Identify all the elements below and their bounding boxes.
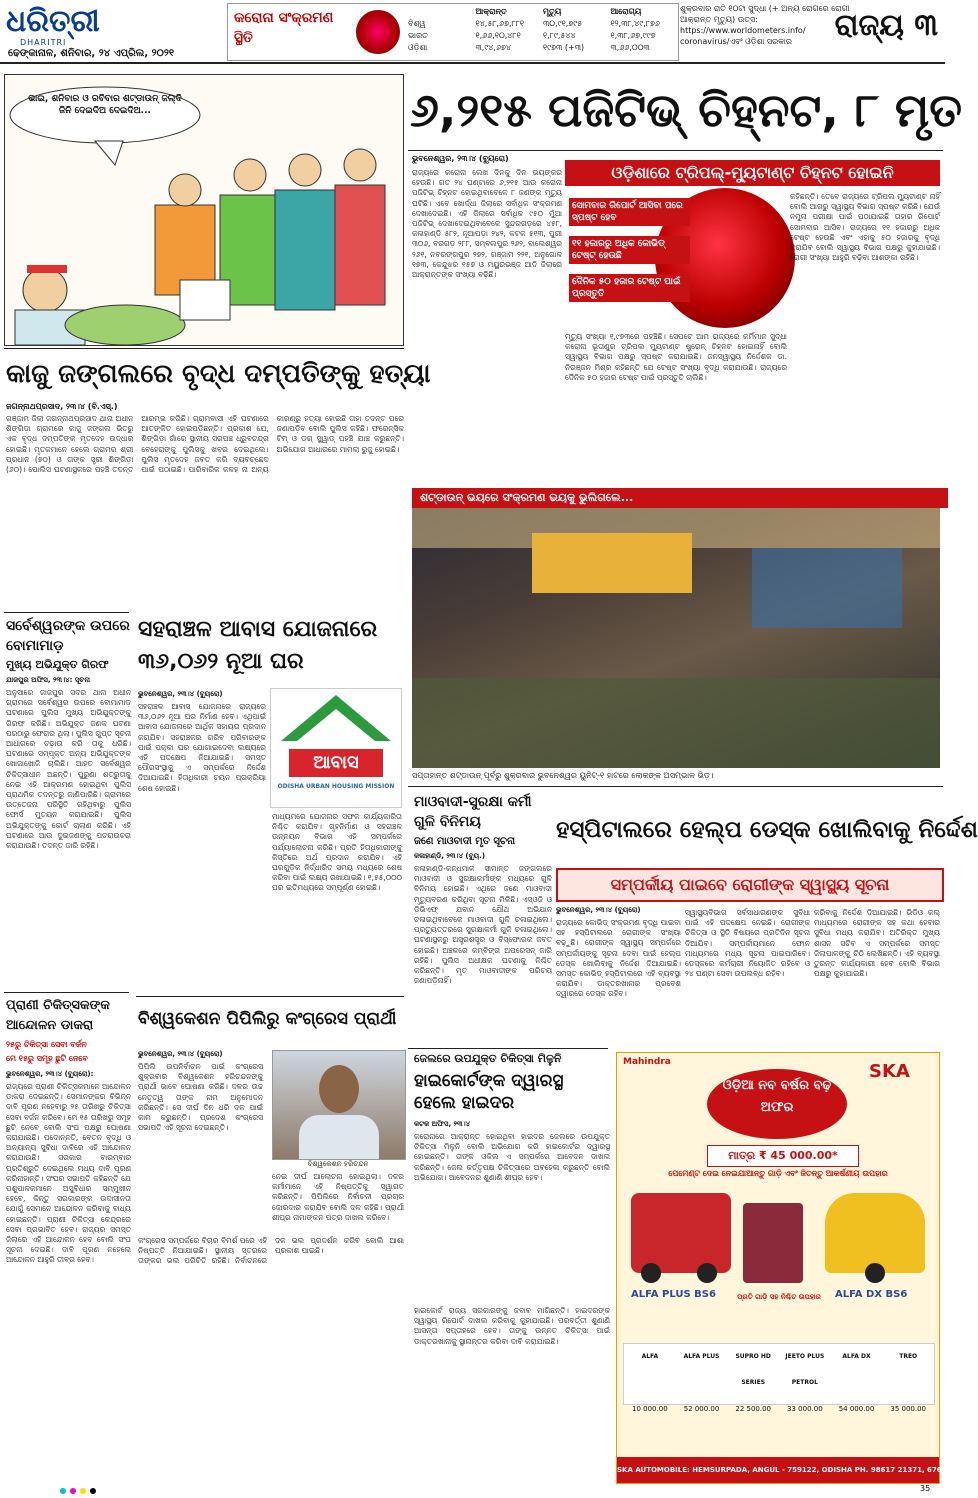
ska-mahindra-advertisement[interactable] bbox=[616, 1052, 978, 1484]
ad-price: ମାତ୍ର ₹ 45 000.00* bbox=[707, 1145, 859, 1167]
lead-headline[interactable]: ୬,୨୧୫ ପଜିଟିଭ୍ ଚିହ୍ନଟ, ୮ ମୃତ bbox=[410, 83, 963, 137]
helpdesk-byline: ଭୁବନେଶ୍ୱର, ୨୩।୪ (ବ୍ୟୁରୋ) bbox=[556, 906, 641, 914]
print-registration-mark bbox=[60, 1488, 66, 1494]
helpdesk-body-col1: ରାଜ୍ୟରେ କୋଭିଡ୍ ସଂକ୍ରମଣ ବୃଦ୍ଧି ପାଇବା ସହ ହସ୍ପିଟାଲରେ ରୋଗୀଙ୍କ ସଂଖ୍ୟା ବଢ଼ୁଛି। ରୋଗୀଙ୍କ ସ୍ୱାସ୍ଥ୍ୟ ସମ୍ପର୍କରେ ସମ୍ପର୍କୀୟଙ୍କୁ ସୂଚନା ଦେବା ପାଇଁ ହେଲ୍ପ ଡେସ୍କ ଖୋଲିବାକୁ ନିର୍ଦ୍ଦେଶ ଦିଆଯାଇଛି। ସମସ୍ତ କୋଭିଡ୍ ହସ୍ପିଟାଲରେ ଏହି ବ୍ୟବସ୍ଥା କରାଯିବ। ଡାକ୍ତରଖାନାର ପ୍ରବେଶ ଦ୍ୱାରରେ ଡେସ୍କ ରହିବ। bbox=[556, 918, 681, 999]
vet-bullet: ମେ ୧୫ରୁ ସମୂହ ଛୁଟି ନେବେ bbox=[6, 1054, 88, 1063]
sarbeswar-headline[interactable]: ସର୍ବେଶ୍ୱରଙ୍କ ଉପରେ ବୋମାମାଡ଼ bbox=[6, 618, 130, 654]
model-price: 22 500.00 bbox=[735, 1405, 771, 1413]
maoist-headline[interactable]: ମାଓବାଦୀ-ସୁରକ୍ଷା କର୍ମୀ ଗୁଳି ବିନିମୟ bbox=[414, 794, 532, 830]
congress-body-col3: କଂଗ୍ରେସ ସମ୍ପର୍କରେ ବିଚାର ବିମର୍ଶ ପରେ ଏହି ନିଷ୍ପତ୍ତି ନିଆଯାଇଛି। ସ୍ଥାନୀୟ ସ୍ତରରେ ତାଙ୍କର ଭଲ ପରିଚିତି ରହିଛି। ନିର୍ବାଚନରେ ଦଳ ଭଲ ପ୍ରଦର୍ଶନ କରିବ ବୋଲି ଆଶା ପ୍ରକାଶ ପାଇଛି। bbox=[138, 1236, 404, 1266]
bullet-item: ୧୧ ହଜାରରୁ ଅଧିକ କୋଭିଡ୍ ଟେଷ୍ଟ୍ ହେଉଛି bbox=[569, 236, 690, 264]
sarbeswar-subhead: ମୁଖ୍ୟ ଅଭିଯୁକ୍ତ ଗିରଫ bbox=[6, 658, 109, 671]
lead-body-col2: ମୃତ୍ୟୁ ସଂଖ୍ୟା ୧,୯୭୩ରେ ପହଞ୍ଚିଛି। ସେପଟେ ଆମ ରାଜ୍ୟରେ କର୍ମିମାନ ସୁଦ୍ଧା କରୋନା ଭୂତାଣୁର ଟ୍ରିପଲ ମ୍ୟୁଟାଣ୍ଟ ଷ୍ଟ୍ରେନ୍ ଚିହ୍ନଟ ହୋଇନାହିଁ ବୋଲି ସ୍ୱାସ୍ଥ୍ୟ ବିଭାଗ ପକ୍ଷରୁ ସ୍ପଷ୍ଟ କରାଯାଇଛି। ଜନସ୍ୱାସ୍ଥ୍ୟ ନିର୍ଦ୍ଦେଶକ ଡା. ନିରଞ୍ଜନ ମିଶ୍ର କହିଛନ୍ତି ଯେ ଟେଷ୍ଟ ସଂଖ୍ୟା ବୃଦ୍ଧି କରାଯାଉଛି। ରାଜ୍ୟରେ ଦୈନିକ ୫୦ ହଜାର ଟେଷ୍ଟ ପାଇଁ ପ୍ରସ୍ତୁତି ଚାଲିଛି। bbox=[565, 332, 787, 382]
maoist-subhead: ଜଣେ ମାଓବାଦୀ ମୃତ ସୂଚନା bbox=[414, 836, 516, 847]
kaju-body: ଗଞ୍ଜାମ ଜିଲା ଜଗନ୍ନାଥପ୍ରସାଦ ଥାନା ଅଧୀନ ଶିଙ୍ଗିଡ଼ା ଗ୍ରାମରେ କାଜୁ ଜଙ୍ଗଲ ଭିତରୁ ଏକ ବୃଦ୍ଧ ଦମ୍ପତିଙ୍କ ମୃତଦେହ ଉଦ୍ଧାର ହୋଇଛି। ମୃତକମାନେ ହେଲେ ଗ୍ରାମର ଶ୍ରୀ ପ୍ରଧାନ (୭୦) ଓ ତାଙ୍କ ସ୍ତ୍ରୀ ଶିଙ୍ଗିଡ଼ା (୬୦)। ପୋଲିସ ଘଟଣାସ୍ଥଳରେ ପହଞ୍ଚି ତଦନ୍ତ ଆରମ୍ଭ କରିଛି। ଗ୍ରାମବାସୀ ଏହି ଘଟଣାରେ ଆତଙ୍କିତ ହୋଇପଡ଼ିଛନ୍ତି। ପ୍ରକାଶ ଯେ, ଶିଙ୍ଗିଡ଼ା ଗାଁରେ ସ୍ଥାନୀୟ ସରପଞ୍ଚ ଧ୍ରୁବଚନ୍ଦ୍ର ବେହେରାଙ୍କୁ ପୁଲିସକୁ ଖବର ଦେଇଥିଲେ। ପୁଲିସ ମୃତଦେହ ଜବତ କରି ବ୍ୟବଚ୍ଛେଦ ପାଇଁ ପଠାଇଛି। ପାରିବାରିକ କଳହ ନା ଅନ୍ୟ କାରଣରୁ ହତ୍ୟା ହୋଇଛି ତାହା ତଦନ୍ତ ପରେ ଜଣାପଡ଼ିବ ବୋଲି ପୁଲିସ କହିଛି। ଫରେନ୍ସିକ ଟିମ୍ ଓ ଡଗ୍ ସ୍କ୍ୱାଡ୍ ପହଞ୍ଚି ଯାଞ୍ଚ କରୁଛନ୍ତି। ଅଭିଯୋଗ ଆଧାରରେ ମାମଲା ରୁଜୁ ହୋଇଛି। bbox=[6, 414, 404, 475]
corona-box-title: କରୋନା ସଂକ୍ରମଣ ସ୍ଥିତି bbox=[234, 10, 334, 46]
maoist-byline: କଳାହାଣ୍ଡି, ୨୩।୪ (ବ୍ୟୁ.) bbox=[414, 852, 486, 860]
print-registration-mark bbox=[80, 1488, 86, 1494]
jail-body-col1: କରୋନାରେ ଆକ୍ରାନ୍ତ ହୋଇଥିବା ହାଇଦର ଜେଲରେ ଉପଯୁକ୍ତ ଚିକିତ୍ସା ମିଳୁନି ବୋଲି ଅଭିଯୋଗ କରି ହାଇକୋର୍ଟର ଦ୍ୱାରସ୍ଥ ହୋଇଛନ୍ତି। ତାଙ୍କ ଓକିଲ ଏ ସମ୍ପର୍କରେ ଆବେଦନ ଦାଖଲ କରିଛନ୍ତି। ଜେଲ କର୍ତ୍ତୃପକ୍ଷ ଚିକିତ୍ସାରେ ଅବହେଳା କରୁଛନ୍ତି ବୋଲି ଅଭିଯୋଗ। ଆବେଦନର ଶୁଣାଣି ଶୀଘ୍ର ହେବ। bbox=[414, 1132, 610, 1182]
candidate-photo-caption: ବିଶ୍ୱକେଶନ ହରିଚନ୍ଦନ bbox=[307, 1160, 369, 1168]
cartoon-speech-bubble: ଭାଇ, ଶନିବାର ଓ ରବିବାର ଶଟ୍‌ଡାଉନ୍ ଜଲ୍‌ଦି ଜିନି ଦେଇଦିଅ ଦେଇଦିଅ... bbox=[28, 94, 182, 116]
sarbeswar-byline: ଯାଜପୁର ଅଫିସ, ୨୩।୪: ସୂଚନା bbox=[6, 676, 91, 684]
shutdown-photo-caption: ସପ୍ତାହାନ୍ତ ଶଟ୍‌ଡାଉନ୍ ପୂର୍ବରୁ ଶୁକ୍ରବାର ଭୁବନେଶ୍ୱର ୟୁନିଟ୍-୧ ହାଟରେ ଲୋକଙ୍କ ଅସମ୍ଭାଳ ଭିଡ଼। bbox=[412, 771, 714, 780]
awas-body-col2: ମାଧ୍ୟମରେ ଯୋଜନାର ସଫଳ କାର୍ଯ୍ୟକାରିତା ନିଶ୍ଚିତ କରାଯିବ। ଗୃହନିର୍ମାଣ ଓ ସହରାଞ୍ଚଳ ଉନ୍ନୟନ ବିଭାଗ ଏହି ସମ୍ପର୍କରେ ପର୍ଯ୍ୟାଲୋଚନା କରିଛି। ପ୍ରତି ହିତାଧିକାରୀଙ୍କୁ କିସ୍ତିରେ ଅର୍ଥ ପ୍ରଦାନ କରାଯିବ। ଏହି ଘରଗୁଡ଼ିକ ନିର୍ଦ୍ଧାରିତ ସମୟ ମଧ୍ୟରେ ଶେଷ କରିବା ପାଇଁ ଲକ୍ଷ୍ୟ ରଖାଯାଇଛି। ୧,୫୫,୦୦୦ ଘର ଇତିମଧ୍ୟରେ ସମ୍ପୂର୍ଣ୍ଣ ହୋଇଛି। bbox=[272, 812, 402, 893]
lead-subhead: ଓଡ଼ିଶାରେ ଟ୍ରିପଲ୍-ମ୍ୟୁଟାଣ୍ଟ ଚିହ୍ନଟ ହୋଇନି bbox=[565, 160, 940, 186]
kaju-headline[interactable]: କାଜୁ ଜଙ୍ଗଲରେ ବୃଦ୍ଧ ଦମ୍ପତିଙ୍କୁ ହତ୍ୟା bbox=[6, 359, 431, 389]
page-number: 35 bbox=[920, 1484, 931, 1493]
vet-byline: ଭୁବନେଶ୍ୱର, ୨୩।୪ (ବ୍ୟୁରୋ): bbox=[6, 1070, 94, 1078]
divider bbox=[4, 612, 129, 613]
corona-source-note: ଶୁକ୍ରବାର ରାତି ୧୦ଟା ସୁଦ୍ଧା (+ ଅନ୍ୟ ରୋଗରେ ରୋଗୀ ଆକ୍ରାନ୍ତ ମୃତ୍ୟୁ) ଉତ୍ସ: https://www.worldometers.info/ coronavirus/ଏବଂ ଓଡ଼ିଶା ସରକାର bbox=[680, 4, 850, 46]
model-name: ALFA DX bbox=[842, 1353, 871, 1360]
divider bbox=[4, 348, 404, 349]
divider bbox=[408, 150, 943, 151]
jail-kicker: ଜେଲରେ ଉପଯୁକ୍ତ ଚିକିତ୍ସା ମିଳୁନି bbox=[414, 1052, 562, 1065]
corona-table-row: ଓଡ଼ିଶା ୩,୯୪,୬୭୪ ୧୯୭୩ (+୩) ୩,୬୬,୦୦୩ bbox=[408, 43, 650, 52]
lead-body-col3: କହିଛନ୍ତି। ତେବେ ରାଜ୍ୟରେ ଟ୍ରିପଲ ମ୍ୟୁଟାଣ୍ଟ ନାହିଁ ବୋଲି ଆଗରୁ ସ୍ୱାସ୍ଥ୍ୟ ବିଭାଗ ସ୍ପଷ୍ଟ କରିଛି। ଯେଉଁ ନମୁନା ପରୀକ୍ଷା ପାଇଁ ପଠାଯାଇଛି ତାହାର ରିପୋର୍ଟ ସୋମବାର ଆସିବ। ରାଜ୍ୟରେ ୧୧ ହଜାରରୁ ଅଧିକ ଟେଷ୍ଟ ହେଉଛି ଏବଂ ଏହାକୁ ୫୦ ହଜାରକୁ ବୃଦ୍ଧି କରାଯିବ ବୋଲି ସ୍ୱାସ୍ଥ୍ୟ ବିଭାଗ ପକ୍ଷରୁ କୁହାଯାଇଛି। ରୋଗୀ ସଂଖ୍ୟା ଆହୁରି ବଢ଼ିବା ଆଶଙ୍କା ରହିଛି। bbox=[790, 192, 940, 263]
model-name: SUPRO HD SERIES bbox=[735, 1353, 771, 1386]
shutdown-photo-banner: ଶଟ୍‌ଡାଉନ୍ ଭୟରେ ସଂକ୍ରମଣ ଭୟକୁ ଭୁଲିଗଲେ... bbox=[412, 488, 948, 508]
vehicle-image-right bbox=[825, 1193, 925, 1273]
congress-body-col1: ପିପିଲି ଉପନିର୍ବାଚନ ପାଇଁ କଂଗ୍ରେସ ଶୁକ୍ରବାର ବିଶ୍ୱକେଶନ ହରିଚନ୍ଦନଙ୍କୁ ପ୍ରାର୍ଥୀ ଭାବେ ଘୋଷଣା କରିଛି। ଦଳର ଉଚ୍ଚ ନେତୃତ୍ୱ ତାଙ୍କ ନାମ ଅନୁମୋଦନ କରିଛନ୍ତି। ସେ ଦୀର୍ଘ ଦିନ ଧରି ଦଳ ପାଇଁ କାମ କରୁଛନ୍ତି। ପ୍ରଦେଶ କଂଗ୍ରେସ ସଭାପତି ଏହି ସୂଚନା ଦେଇଛନ୍ତି। bbox=[138, 1062, 263, 1133]
section-label: ରାଜ୍ୟ ୩ bbox=[834, 8, 938, 43]
model-price: 33 000.00 bbox=[787, 1405, 823, 1413]
corona-table-row: ଭାରତ ୧,୬୬,୧୦,୪୮୧ ୧,୮୯,୫୪୪ ୧,୩୮,୬୭,୯୯୭ bbox=[408, 31, 656, 40]
helpdesk-headline[interactable]: ହସ୍ପିଟାଲରେ ହେଲ୍ପ ଡେସ୍କ ଖୋଲିବାକୁ ନିର୍ଦ୍ଦେଶ bbox=[556, 817, 978, 843]
awas-logo-text: ଆବାସ bbox=[289, 749, 383, 777]
divider bbox=[408, 1048, 608, 1049]
lead-body-col1: ରାଜ୍ୟରେ କରୋନା ଲେଖ ଦିନକୁ ଦିନ ଭୟଙ୍କର ହେଉଛି। ଗତ ୨୪ ଘଣ୍ଟାରେ ୬,୨୧୫ ଆଉ କରୋନା ପଜିଟିଭ୍ ଚିହ୍ନଟ ହୋଇଥିବାବେଳେ ୮ ଜଣଙ୍କ ମୃତ୍ୟୁ ଘଟିଛି। ଏବେ ଖୋର୍ଦ୍ଧା ଜିଲାରେ ସର୍ବାଧିକ ସଂକ୍ରମଣ ଦେଖାଦେଇଛି। ଏହି ଜିଲାରେ ସର୍ବାଧିକ ୯୫୦ ମୁଁଆ ପଜିଟିଭ୍ ଦେଖାଦେଇଥିବାବେଳେ ସୁନ୍ଦରଗଡ଼ରେ ୪୫୮, କଳାହାଣ୍ଡି ୫୮୨, ନୂଆପଡ଼ା ୨୪୨, କଟକ ୫୧୩, ପୁରୀ ୩୦୬, ବରଗଡ଼ ୨୮୮, ସମ୍ବଲପୁର ୨୬୨, ବାଲେଶ୍ୱର ୨୬୧, ନବରଙ୍ଗପୁର ୨୭୨, ଗଞ୍ଜାମ ୨୨୧, ଅନୁଗୋଳ ୧୭୩, କେନ୍ଦୁଝର ୧୫୭ ଓ ମୟୁରଭଞ୍ଜ ଆଦି ଜିଲାରେ ଆକ୍ରାନ୍ତଙ୍କ ସଂଖ୍ୟା ବଢ଼ିଛି। bbox=[412, 168, 562, 280]
kaju-byline: ଜଗନ୍ନାଥପ୍ରସାଦ, ୨୩।୪ (ବି.ଏସ୍.) bbox=[6, 402, 118, 411]
candidate-face bbox=[319, 1065, 359, 1113]
maoist-body: କଳାହାଣ୍ଡି-କନ୍ଧମାଳ ସୀମାନ୍ତ ଜଙ୍ଗଲରେ ମାଓବାଦୀ ଓ ସୁରକ୍ଷାକର୍ମୀଙ୍କ ମଧ୍ୟରେ ଗୁଳି ବିନିମୟ ହୋଇଛି। ଏଥିରେ ଜଣେ ମାଓବାଦୀ ମୃତ୍ୟୁବରଣ କରିଥିବା ସୂଚନା ମିଳିଛି। ଏସ୍‌ଓଜି ଓ ଡିଭିଏଫ୍ ଯବାନ ଯୌଥ ଅଭିଯାନ ଚଳାଇଥିବାବେଳେ ମାଓବାଦୀ ଗୁଳି ଚଳାଇଥିଲେ। ପ୍ରତ୍ୟୁତ୍ତରରେ ସୁରକ୍ଷାକର୍ମୀ ଗୁଳି ଚଳାଇଥିଲେ। ଘଟଣାସ୍ଥଳରୁ ଅସ୍ତ୍ରଶସ୍ତ୍ର ଓ ବିସ୍ଫୋରକ ଜବତ ହୋଇଛି। ଅଞ୍ଚଳରେ କମ୍ବିଙ୍ଗ ଅପରେସନ୍ ଜାରି ରହିଛି। ପୁଲିସ ଅଧୀକ୍ଷକ ଘଟଣାକୁ ନିଶ୍ଚିତ କରିଛନ୍ତି। ମୃତ ମାଓବାଦୀଙ୍କ ପରିଚୟ ଜଣାପଡ଼ିନାହିଁ। bbox=[414, 864, 552, 986]
candidate-shirt bbox=[299, 1115, 379, 1159]
jail-headline[interactable]: ହାଇକୋର୍ଟଙ୍କ ଦ୍ୱାରସ୍ଥ ହେଲେ ହାଇଦର bbox=[414, 1071, 564, 1113]
model-name: ALFA bbox=[641, 1353, 659, 1360]
ad-footer: SKA AUTOMOBILE: HEMSURPADA, ANGUL - 759122, ODISHA PH. 98617 21371, 6764 356530 bbox=[617, 1457, 939, 1483]
awas-byline: ଭୁବନେଶ୍ୱର, ୨୩।୪ (ବ୍ୟୁରୋ) bbox=[138, 690, 223, 698]
jail-byline: କଟକ ଅଫିସ, ୨୩।୪ bbox=[414, 1120, 471, 1128]
jail-body-col2: ହାଇକୋର୍ଟ ରାଜ୍ୟ ସରକାରଙ୍କୁ ଜବାବ ମାଗିଛନ୍ତି। ହାଇଦରଙ୍କ ସ୍ୱାସ୍ଥ୍ୟ ରିପୋର୍ଟ ଦାଖଲ କରିବାକୁ କୁହାଯାଇଛି। ପରବର୍ତ୍ତୀ ଶୁଣାଣି ଆସନ୍ତା ସପ୍ତାହରେ ହେବ। ତାଙ୍କୁ ଉନ୍ନତ ଚିକିତ୍ସା ପାଇଁ ଡାକ୍ତରଖାନାକୁ ସ୍ଥାନାନ୍ତର କରିବା ଦାବି କରାଯାଇଛି। bbox=[414, 1306, 610, 1346]
vet-bullet: ୨୫ରୁ ଚିକିତ୍ସା ସେବା ବର୍ଜନ bbox=[6, 1040, 87, 1049]
vet-body: ରାଜ୍ୟରେ ପ୍ରାଣୀ ଚିକିତ୍ସକମାନେ ଆନ୍ଦୋଳନ ଡାକରା ଦେଇଛନ୍ତି। ସେମାନଙ୍କର ବିଭିନ୍ନ ଦାବି ପୂରଣ ନହେବାରୁ ୨୫ ତାରିଖରୁ ଚିକିତ୍ସା ସେବା ବର୍ଜନ କରିବେ। ମେ ୧୫ ତାରିଖରୁ ସମୂହ ଛୁଟି ନେବେ ବୋଲି ସଂଘ ପକ୍ଷରୁ ଘୋଷଣା କରାଯାଇଛି। ପଦୋନ୍ନତି, ବେତନ ବୃଦ୍ଧି ଓ ଅନ୍ୟାନ୍ୟ ସୁବିଧା ଦାବିରେ ଏହି ଆନ୍ଦୋଳନ କରାଯାଉଛି। ସରକାର ବାରମ୍ବାର ପ୍ରତିଶ୍ରୁତି ଦେଇଥିଲେ ମଧ୍ୟ ଦାବି ପୂରଣ କରିନାହାନ୍ତି। ସଂଘର ସଭାପତି କହିଛନ୍ତି ଯେ ପଶୁପାଳକମାନେ ଅସୁବିଧାର ସମ୍ମୁଖୀନ ହେବେ, କିନ୍ତୁ ସରକାରଙ୍କ ଉଦାସୀନତା ଯୋଗୁଁ ସେମାନେ ଆନ୍ଦୋଳନ କରିବାକୁ ବାଧ୍ୟ ହୋଇଛନ୍ତି। ପ୍ରାଣୀ ଚିକିତ୍ସା କେନ୍ଦ୍ରରେ ସେବା ପ୍ରଭାବିତ ହେବ। ରାଜ୍ୟର ସମସ୍ତ ଜିଲାରେ ଏହି ଆନ୍ଦୋଳନ ହେବ ବୋଲି ସଂଘ ସୂଚନା ଦେଇଛି। ଦାବି ପୂରଣ ନହେଲେ ଆନ୍ଦୋଳନ ଆହୁରି ତୀବ୍ର ହେବ। bbox=[6, 1082, 131, 1265]
corona-table-row: ବିଶ୍ୱ ୧୪,୫୮,୬୭,୮୮୧ ୩୦,୯୧,୭୯୫ ୧୨,୩୮,୪୯,୮୭୬ bbox=[408, 19, 660, 28]
congress-body-col2: ନେଇ ଦୀର୍ଘ ଆଲୋଚନା ହୋଇଥିଲା। ଦଳର କର୍ମୀମାନେ ଏହି ନିଷ୍ପତ୍ତିକୁ ସ୍ୱାଗତ କରିଛନ୍ତି। ପିପିଲିରେ ନିର୍ବାଚନୀ ପ୍ରଚାର ଜୋରଦାର କରାଯିବ ବୋଲି ଦଳ କହିଛି। ପ୍ରାର୍ଥୀ ଶୀଘ୍ର ନାମାଙ୍କନ ପତ୍ର ଦାଖଲ କରିବେ। bbox=[272, 1172, 404, 1222]
model-name: ALFA PLUS bbox=[683, 1353, 720, 1360]
lead-byline: ଭୁବନେଶ୍ୱର, ୨୩।୪ (ବ୍ୟୁରୋ) bbox=[412, 154, 509, 163]
masthead bbox=[0, 0, 945, 62]
newspaper-logo[interactable]: ଧରିତ୍ରୀ bbox=[6, 4, 100, 39]
corona-table bbox=[408, 6, 678, 54]
congress-headline[interactable]: ବିଶ୍ୱକେଶନ ପିପିଲିରୁ କଂଗ୍ରେସ ପ୍ରାର୍ଥୀ bbox=[138, 1009, 397, 1029]
ad-brand-left: Mahindra bbox=[623, 1057, 671, 1067]
awas-body-col1: ସହରାଞ୍ଚଳ ଆବାସ ଯୋଜନାରେ ରାଜ୍ୟରେ ୩୬,୦୬୨ ନୂଆ ଘର ନିର୍ମାଣ ହେବ। ଏଥିପାଇଁ ଆବାସ ଯୋଜନାରେ ଆର୍ଥିକ ସହାୟତା ପ୍ରଦାନ କରାଯିବ। ସହରାଞ୍ଚଳର ଗରିବ ପରିବାରଙ୍କ ପାଇଁ ପକ୍କା ଘର ଯୋଗାଇଦେବା ଲକ୍ଷ୍ୟରେ ଏହି ପଦକ୍ଷେପ ନିଆଯାଇଛି। ସମସ୍ତ ପୌରସଂସ୍ଥାକୁ ଏ ସମ୍ପର୍କରେ ନିର୍ଦ୍ଦେଶ ଦିଆଯାଇଛି। ହିତାଧିକାରୀ ଚୟନ ପ୍ରକ୍ରିୟା ଶେଷ ହୋଇଛି। bbox=[138, 702, 266, 793]
logo-subtitle: DHARITRI bbox=[20, 38, 67, 47]
divider bbox=[136, 996, 404, 997]
awas-headline[interactable]: ସହରାଞ୍ଚଳ ଆବାସ ଯୋଜନାରେ ୩୬,୦୬୨ ନୂଆ ଘର bbox=[138, 617, 378, 674]
model-price: 52 000.00 bbox=[683, 1405, 720, 1413]
helpdesk-body-col3: କରିବାକୁ ନିର୍ଦ୍ଦେଶ ଦିଆଯାଇଛି। ଭିଡିଓ କଲ୍ ମାଧ୍ୟମରେ ରୋଗୀଙ୍କ ସହ କଥା ହେବାର ସୁବିଧା ମଧ୍ୟ କରାଯିବ। ଅତିରିକ୍ତ ମୁଖ୍ୟ ଶାସନ ସଚିବ ଏ ସମ୍ପର୍କରେ ସମସ୍ତ ଜିଲାପାଳଙ୍କୁ ଚିଠି ଲେଖିଛନ୍ତି। ଏହି ବ୍ୟବସ୍ଥା ତୁରନ୍ତ କାର୍ଯ୍ୟକାରୀ ହେବ ବୋଲି ବିଭାଗ ପକ୍ଷରୁ କୁହାଯାଇଛି। bbox=[814, 908, 940, 979]
congress-byline: ଭୁବନେଶ୍ୱର, ୨୩।୪ (ବ୍ୟୁରୋ) bbox=[138, 1050, 223, 1058]
helpdesk-subhead: ସମ୍ପର୍କୀୟ ପାଇବେ ରୋଗୀଙ୍କ ସ୍ୱାସ୍ଥ୍ୟ ସୂଚନା bbox=[556, 868, 944, 902]
divider bbox=[4, 992, 129, 993]
candidate-photo[interactable] bbox=[272, 1050, 406, 1160]
vehicle-image-left bbox=[631, 1193, 731, 1273]
ad-brand-right: SKA bbox=[869, 1061, 910, 1082]
virus-graphic bbox=[565, 188, 790, 328]
divider bbox=[408, 786, 943, 787]
market-crowd-photo[interactable] bbox=[412, 508, 940, 768]
model-price: 35 000.00 bbox=[890, 1405, 927, 1413]
model-price: 10 000.00 bbox=[632, 1405, 668, 1413]
masthead-divider bbox=[0, 62, 945, 64]
awas-logo bbox=[270, 688, 402, 808]
model-name: TREO bbox=[899, 1353, 918, 1360]
print-registration-mark bbox=[90, 1488, 96, 1494]
gift-fridge-icon bbox=[743, 1203, 803, 1283]
dateline: ଢେଙ୍କାନାଳ, ଶନିବାର, ୨୪ ଏପ୍ରିଲ, ୨୦୨୧ bbox=[8, 48, 175, 59]
helpdesk-body-col2: ସ୍ୱାସ୍ଥ୍ୟବିଭାଗ ସର୍ବସାଧାରଣଙ୍କ ସୁବିଧା ପାଇଁ ଏହି ପଦକ୍ଷେପ ନେଇଛି। ରୋଗୀଙ୍କ ଚିକିତ୍ସା ଓ ସ୍ଥିତି ବିଷୟରେ ପ୍ରତିଦିନ ସୂଚନା ଦିଆଯିବ। ସମ୍ପର୍କୀୟମାନେ ଫୋନ ମାଧ୍ୟମରେ ମଧ୍ୟ ସୂଚନା ପାଇପାରିବେ। ଡେସ୍କରେ କର୍ମଚାରୀ ନିୟୋଜିତ ରହିବେ ଓ ୨୪ ଘଣ୍ଟା ସେବା ଉପଲବ୍ଧ ରହିବ। bbox=[685, 908, 810, 979]
model-right: ALFA DX BS6 bbox=[835, 1289, 908, 1300]
bullet-item: ସୋମବାର ରିପୋର୍ଟ ଆସିବା ପରେ ସ୍ପଷ୍ଟ ହେବ bbox=[569, 198, 690, 226]
model-name: JEETO PLUS PETROL bbox=[785, 1353, 825, 1386]
print-registration-mark bbox=[70, 1488, 76, 1494]
awas-logo-caption: ODISHA URBAN HOUSING MISSION bbox=[277, 783, 395, 790]
vet-headline[interactable]: ପ୍ରାଣୀ ଚିକିତ୍ସକଙ୍କ ଆନ୍ଦୋଳନ ଡାକରା bbox=[6, 998, 110, 1033]
corona-table-header: ଆକ୍ରାନ୍ତ ମୃତ୍ୟୁ ଆରୋଗ୍ୟ bbox=[475, 7, 642, 16]
page-footer bbox=[0, 1484, 945, 1498]
sarbeswar-body: ଅନୁସାରେ ଜାଜପୁର ସଦର ଥାନା ଅଧୀନ ଗ୍ରାମରେ ସର୍ବେଶ୍ୱର ଉପରେ ବୋମାମାଡ଼ ଘଟଣାରେ ପୁଲିସ ମୁଖ୍ୟ ଅଭିଯୁକ୍ତଙ୍କୁ ଗିରଫ କରିଛି। ଅଭିଯୁକ୍ତ ଜଣକ ଘଟଣା ପରଠାରୁ ଫେରାର ଥିଲା। ପୁଲିସ ଗୁପ୍ତ ସୂଚନା ଆଧାରରେ ଚଢ଼ାଉ କରି ତାକୁ ଧରିଛି। ଘଟଣାରେ ସମ୍ପୃକ୍ତ ଅନ୍ୟ ଅଭିଯୁକ୍ତଙ୍କ ଖୋଜାଖୋଜି ଚାଲିଛି। ଆହତ ସର୍ବେଶ୍ୱର ଚିକିତ୍ସାଧୀନ ଅଛନ୍ତି। ପୁରୁଣା ଶତ୍ରୁତାକୁ ନେଇ ଏହି ଆକ୍ରମଣ ହୋଇଥିବା ପୁଲିସ ପ୍ରାଥମିକ ତଦନ୍ତରୁ ଜାଣିପାରିଛି। ଗ୍ରାମରେ ଉତ୍ତେଜନା ପରିସ୍ଥିତି ରହିଥିବାରୁ ପୁଲିସ ଫୋର୍ସ ମୁତୟନ କରାଯାଇଛି। ପୁଲିସ ଅଭିଯୁକ୍ତଙ୍କୁ କୋର୍ଟ ଚାଲାଣ କରିଛି। ଏହି ଘଟଣାରେ ଆଉ ଦୁଇଜଣଙ୍କୁ ପଚରାଉଚରା କରାଯାଉଛି। ତଦନ୍ତ ଜାରି ରହିଛି। bbox=[6, 688, 131, 851]
gift-badge: ପ୍ରତି ଗାଡ଼ି ସହ ନିଶ୍ଚିତ ଉପହାର bbox=[737, 1293, 821, 1301]
ad-headline: ଓଡ଼ିଆ ନବ ବର୍ଷର ବଢ଼ ଅଫର bbox=[707, 1069, 847, 1139]
editorial-cartoon[interactable] bbox=[4, 74, 404, 346]
model-price: 54 000.00 bbox=[838, 1405, 875, 1413]
model-strip bbox=[623, 1343, 935, 1413]
model-left: ALFA PLUS BS6 bbox=[631, 1289, 716, 1300]
ad-offer-text: ପେମେଣ୍ଟ ଦେଇ ନେଇଯାଆନ୍ତୁ ଗାଡ଼ି ଏବଂ ଜିତନ୍ତୁ ଆକର୍ଷଣୀୟ ଉପହାର bbox=[668, 1169, 888, 1178]
bullet-item: ଦୈନିକ ୫୦ ହଜାର ଟେଷ୍ଟ ପାଇଁ ପ୍ରସ୍ତୁତି bbox=[569, 274, 690, 302]
